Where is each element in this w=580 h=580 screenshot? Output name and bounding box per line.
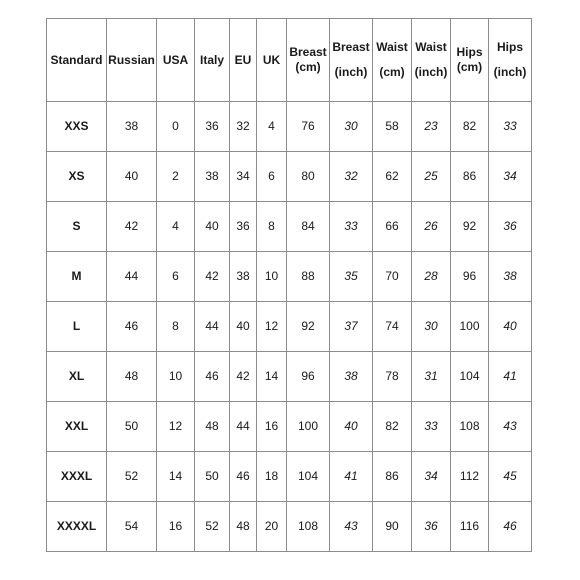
header-spacer [489,55,531,65]
cell-russian: 46 [107,302,157,352]
table-row [47,102,532,152]
column-header-label: Italy [199,52,224,67]
table-header [47,19,532,102]
column-header-label: (cm) [379,65,405,79]
cell-usa: 12 [157,402,195,452]
cell-hips-inch: 33 [489,102,532,152]
cell-hips-cm: 86 [451,152,489,202]
cell-hips-inch: 45 [489,452,532,502]
table-body [47,102,532,552]
cell-russian: 40 [107,152,157,202]
column-header-label: (inch) [493,65,527,79]
cell-waist-cm: 70 [373,252,412,302]
cell-hips-inch: 41 [489,352,532,402]
cell-uk: 14 [257,352,287,402]
column-header-uk [257,19,287,102]
column-header-label: Breast [332,40,370,54]
column-header-italy [195,19,230,102]
cell-waist-cm: 66 [373,202,412,252]
cell-uk: 8 [257,202,287,252]
column-header-label: Breast [289,45,327,59]
cell-breast-cm: 96 [287,352,330,402]
column-header-breast-cm [287,19,330,102]
cell-uk: 6 [257,152,287,202]
cell-eu: 36 [230,202,257,252]
cell-breast-cm: 84 [287,202,330,252]
column-header-label: (inch) [414,65,448,79]
cell-eu: 38 [230,252,257,302]
cell-waist-inch: 30 [412,302,451,352]
cell-waist-cm: 58 [373,102,412,152]
cell-standard: XS [47,152,107,202]
column-header-label: EU [234,52,252,67]
cell-russian: 50 [107,402,157,452]
cell-breast-cm: 88 [287,252,330,302]
cell-italy: 36 [195,102,230,152]
cell-breast-cm: 104 [287,452,330,502]
header-spacer [412,55,450,65]
cell-breast-cm: 76 [287,102,330,152]
cell-hips-inch: 38 [489,252,532,302]
cell-eu: 42 [230,352,257,402]
cell-standard: XXXL [47,452,107,502]
table-row [47,302,532,352]
column-header-usa [157,19,195,102]
column-header-breast-inch [330,19,373,102]
column-header-label: Waist [376,40,408,54]
cell-waist-cm: 90 [373,502,412,552]
column-header-russian [107,19,157,102]
table-row [47,452,532,502]
table-row [47,152,532,202]
cell-russian: 44 [107,252,157,302]
column-header-waist-inch [412,19,451,102]
cell-waist-inch: 26 [412,202,451,252]
column-header-label: Russian [108,52,155,67]
cell-breast-cm: 108 [287,502,330,552]
table-row [47,352,532,402]
cell-breast-inch: 37 [330,302,373,352]
column-header-hips-inch [489,19,532,102]
cell-breast-inch: 43 [330,502,373,552]
column-header-standard [47,19,107,102]
cell-usa: 6 [157,252,195,302]
cell-italy: 50 [195,452,230,502]
cell-hips-cm: 108 [451,402,489,452]
table-row [47,202,532,252]
cell-hips-cm: 82 [451,102,489,152]
cell-waist-cm: 82 [373,402,412,452]
column-header-label: Hips [496,40,523,54]
cell-russian: 42 [107,202,157,252]
cell-usa: 0 [157,102,195,152]
table-row [47,502,532,552]
column-header-eu [230,19,257,102]
cell-italy: 40 [195,202,230,252]
column-header-label: USA [162,52,189,67]
cell-eu: 46 [230,452,257,502]
cell-uk: 16 [257,402,287,452]
cell-russian: 48 [107,352,157,402]
cell-hips-inch: 46 [489,502,532,552]
cell-usa: 14 [157,452,195,502]
cell-italy: 46 [195,352,230,402]
cell-breast-inch: 33 [330,202,373,252]
cell-italy: 38 [195,152,230,202]
size-chart-table [46,18,532,552]
cell-eu: 44 [230,402,257,452]
cell-waist-inch: 34 [412,452,451,502]
cell-italy: 44 [195,302,230,352]
cell-hips-inch: 40 [489,302,532,352]
cell-waist-cm: 74 [373,302,412,352]
cell-uk: 18 [257,452,287,502]
cell-hips-cm: 116 [451,502,489,552]
cell-breast-inch: 32 [330,152,373,202]
column-header-label: UK [262,52,281,67]
cell-usa: 16 [157,502,195,552]
column-header-hips-cm [451,19,489,102]
cell-standard: XXS [47,102,107,152]
cell-russian: 38 [107,102,157,152]
header-row [47,19,532,102]
cell-breast-cm: 100 [287,402,330,452]
cell-breast-inch: 38 [330,352,373,402]
cell-hips-cm: 96 [451,252,489,302]
column-header-label: (cm) [295,60,321,74]
cell-waist-inch: 23 [412,102,451,152]
column-header-waist-cm [373,19,412,102]
cell-eu: 48 [230,502,257,552]
cell-uk: 12 [257,302,287,352]
cell-hips-inch: 34 [489,152,532,202]
cell-standard: XXL [47,402,107,452]
cell-russian: 54 [107,502,157,552]
cell-breast-inch: 30 [330,102,373,152]
cell-standard: M [47,252,107,302]
cell-standard: L [47,302,107,352]
cell-waist-cm: 86 [373,452,412,502]
cell-hips-cm: 104 [451,352,489,402]
cell-usa: 4 [157,202,195,252]
column-header-label: Standard [50,52,103,67]
table-row [47,252,532,302]
cell-breast-cm: 80 [287,152,330,202]
cell-hips-cm: 112 [451,452,489,502]
header-spacer [330,55,372,65]
cell-hips-cm: 92 [451,202,489,252]
cell-usa: 8 [157,302,195,352]
cell-breast-inch: 41 [330,452,373,502]
cell-hips-cm: 100 [451,302,489,352]
cell-eu: 34 [230,152,257,202]
cell-breast-cm: 92 [287,302,330,352]
cell-russian: 52 [107,452,157,502]
cell-standard: XXXXL [47,502,107,552]
cell-eu: 40 [230,302,257,352]
cell-uk: 20 [257,502,287,552]
cell-waist-inch: 28 [412,252,451,302]
cell-italy: 48 [195,402,230,452]
cell-italy: 52 [195,502,230,552]
header-spacer [373,55,411,65]
cell-usa: 10 [157,352,195,402]
cell-eu: 32 [230,102,257,152]
column-header-label: (cm) [456,60,483,74]
cell-standard: XL [47,352,107,402]
cell-standard: S [47,202,107,252]
column-header-label: (inch) [334,65,368,79]
cell-waist-inch: 33 [412,402,451,452]
cell-waist-cm: 78 [373,352,412,402]
cell-breast-inch: 35 [330,252,373,302]
cell-usa: 2 [157,152,195,202]
cell-waist-cm: 62 [373,152,412,202]
column-header-label: Hips [456,45,483,59]
table-row [47,402,532,452]
cell-uk: 10 [257,252,287,302]
cell-italy: 42 [195,252,230,302]
cell-waist-inch: 31 [412,352,451,402]
column-header-label: Waist [415,40,447,54]
cell-waist-inch: 36 [412,502,451,552]
cell-waist-inch: 25 [412,152,451,202]
cell-hips-inch: 36 [489,202,532,252]
cell-breast-inch: 40 [330,402,373,452]
cell-uk: 4 [257,102,287,152]
cell-hips-inch: 43 [489,402,532,452]
